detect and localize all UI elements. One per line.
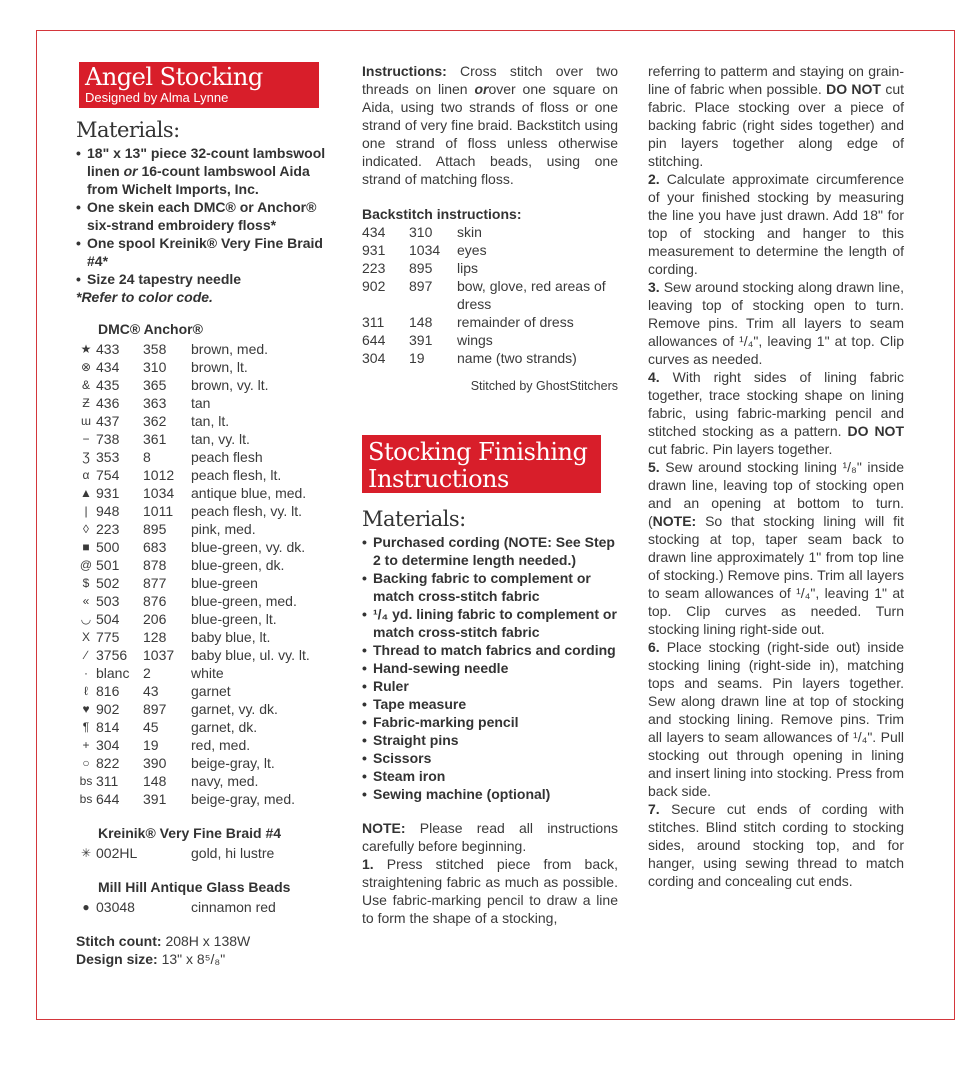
color-name: beige-gray, med.	[191, 791, 296, 807]
list-item: • 18" x 13" piece 32-count lambswool linen or 16-count lambswool Aida from Wichelt Imports, Inc.	[76, 144, 338, 198]
table-row	[76, 430, 310, 448]
symbol: +	[82, 738, 90, 752]
bead-code: 03048	[96, 899, 135, 915]
step-3: 3. Sew around stocking along drawn line, leaving top of stocking open to turn. Remove pins. Trim all layers to seam allowances of ¹/₄", leaving 1" at top. Clip curves as needed.	[648, 279, 905, 367]
table-row	[76, 376, 310, 394]
table-row	[76, 556, 310, 574]
step-5: 5. Sew around stocking lining ¹/₈" inside drawn line, leaving top of stocking open and an opening at bottom to turn. (NOTE: So that stocking lining will fit stocking at top, taper seam back to drawn line approximately 1" from top line of stocking.) Remove pins. Trim all layers to seam allowances of ¹/₄", leaving 1" at top. Clip curves as needed. Turn stocking lining right-side out.	[648, 459, 905, 637]
color-name: garnet	[191, 683, 231, 699]
list-item: • One spool Kreinik® Very Fine Braid #4*	[76, 234, 338, 270]
color-name: tan	[191, 395, 211, 411]
table-row	[76, 466, 310, 484]
dmc-number: 931	[362, 242, 386, 258]
color-name: beige-gray, lt.	[191, 755, 275, 771]
angel-stocking-title-box	[79, 62, 319, 108]
color-name: brown, vy. lt.	[191, 377, 269, 393]
list-item: • Straight pins	[362, 731, 618, 749]
symbol: bs	[79, 792, 93, 806]
color-name: blue-green	[191, 575, 258, 591]
anchor-number: 8	[143, 449, 151, 465]
stitch-count: Stitch count: 208H x 138W	[76, 933, 251, 949]
dmc-number: 436	[96, 395, 120, 411]
table-row	[76, 358, 310, 376]
backstitch-area: name (two strands)	[457, 350, 577, 366]
dmc-number: 644	[362, 332, 386, 348]
symbol: $	[82, 576, 90, 590]
anchor-number: 895	[409, 260, 433, 276]
color-name: blue-green, dk.	[191, 557, 285, 573]
anchor-number: 897	[409, 278, 433, 294]
finishing-title-line1: Stocking Finishing	[368, 438, 588, 466]
list-item: • Backing fabric to complement or match cross-stitch fabric	[362, 569, 618, 605]
finishing-materials-list	[362, 533, 618, 803]
table-row	[362, 277, 618, 313]
dmc-number: 902	[96, 701, 120, 717]
color-name: peach flesh, lt.	[191, 467, 282, 483]
symbol: ∕	[84, 648, 87, 662]
backstitch-area: eyes	[457, 242, 487, 258]
anchor-number: 19	[143, 737, 159, 753]
table-row	[76, 898, 276, 916]
materials-list	[76, 144, 338, 288]
backstitch-header: Backstitch instructions:	[362, 206, 522, 222]
anchor-number: 1011	[143, 503, 174, 519]
dmc-number: 223	[96, 521, 120, 537]
anchor-number: 358	[143, 341, 167, 357]
table-row	[76, 736, 310, 754]
symbol: ɯ	[81, 414, 91, 428]
color-key-table	[76, 340, 310, 808]
list-item: • Fabric-marking pencil	[362, 713, 618, 731]
dmc-number: 502	[96, 575, 120, 591]
list-item: • Sewing machine (optional)	[362, 785, 618, 803]
backstitch-area: wings	[457, 332, 493, 348]
dmc-number: 433	[96, 341, 120, 357]
list-item: • Ruler	[362, 677, 618, 695]
list-item: • Thread to match fabrics and cording	[362, 641, 618, 659]
finishing-materials-heading: Materials:	[362, 507, 466, 531]
color-name: peach flesh, vy. lt.	[191, 503, 303, 519]
table-row	[76, 610, 310, 628]
table-row	[362, 223, 618, 241]
dmc-number: 501	[96, 557, 120, 573]
anchor-number: 43	[143, 683, 159, 699]
dmc-number: 775	[96, 629, 120, 645]
left-column	[76, 62, 338, 968]
dmc-number: 434	[362, 224, 386, 240]
anchor-number: 876	[143, 593, 167, 609]
color-name: pink, med.	[191, 521, 256, 537]
finishing-title-box	[362, 435, 601, 493]
table-row	[76, 448, 310, 466]
symbol: ▲	[80, 486, 92, 500]
dmc-number: 754	[96, 467, 120, 483]
list-item: • One skein each DMC® or Anchor® six-strand embroidery floss*	[76, 198, 338, 234]
dmc-number: 738	[96, 431, 120, 447]
table-row	[76, 340, 310, 358]
color-name: baby blue, lt.	[191, 629, 271, 645]
color-name: baby blue, ul. vy. lt.	[191, 647, 310, 663]
dmc-number: 304	[362, 350, 386, 366]
dmc-number: 822	[96, 755, 120, 771]
list-item: • Scissors	[362, 749, 618, 767]
symbol: |	[84, 504, 88, 518]
anchor-number: 206	[143, 611, 167, 627]
color-name: garnet, vy. dk.	[191, 701, 278, 717]
anchor-number: 363	[143, 395, 167, 411]
anchor-number: 19	[409, 350, 425, 366]
anchor-number: 391	[143, 791, 167, 807]
dmc-number: 3756	[96, 647, 128, 663]
dmc-number: 311	[362, 314, 385, 330]
anchor-number: 391	[409, 332, 433, 348]
step-1: 1. Press stitched piece from back, straightening fabric as much as possible. Use fabric-marking pencil to draw a line to form the shape of a stocking,	[362, 856, 619, 926]
table-row	[76, 718, 310, 736]
anchor-number: 1012	[143, 467, 175, 483]
color-name: tan, lt.	[191, 413, 230, 429]
backstitch-area: lips	[457, 260, 479, 276]
list-item: • Steam iron	[362, 767, 618, 785]
stitched-by-credit: Stitched by GhostStitchers	[470, 379, 618, 393]
color-name: tan, vy. lt.	[191, 431, 250, 447]
anchor-number: 877	[143, 575, 167, 591]
dmc-number: 223	[362, 260, 386, 276]
middle-column	[362, 62, 618, 927]
dmc-number: 353	[96, 449, 120, 465]
color-name: antique blue, med.	[191, 485, 307, 501]
instructions-paragraph: Instructions: Cross stitch over two threads on linen orover one square on Aida, using two strands of floss or one strand of very fine braid. Backstitch using one strand of floss unless otherwise indicated. Attach beads, using one strand of matching floss.	[362, 63, 619, 187]
color-name: white	[191, 665, 224, 681]
kreinik-table	[76, 844, 274, 862]
symbol: ♥	[82, 702, 90, 716]
dmc-number: 500	[96, 539, 120, 555]
anchor-number: 148	[409, 314, 433, 330]
color-name: peach flesh	[191, 449, 263, 465]
list-item: • ¹/₄ yd. lining fabric to complement or match cross-stitch fabric	[362, 605, 618, 641]
table-row	[76, 484, 310, 502]
color-name: blue-green, lt.	[191, 611, 277, 627]
symbol: &	[81, 378, 90, 392]
designer-credit: Designed by Alma Lynne	[85, 90, 229, 105]
kreinik-code: 002HL	[96, 845, 138, 861]
symbol: ●	[82, 900, 90, 914]
step-2: 2. Calculate approximate circumference of your finished stocking by measuring the line you have just drawn. Add 18" for top of stocking and hanger to this measurement to determine the length of cording.	[648, 171, 904, 277]
backstitch-area: remainder of dress	[457, 314, 574, 330]
anchor-number: 683	[143, 539, 167, 555]
dmc-number: 814	[96, 719, 120, 735]
backstitch-table	[362, 223, 618, 367]
angel-stocking-title: Angel Stocking	[85, 63, 263, 91]
table-row	[362, 349, 618, 367]
dmc-number: blanc	[96, 665, 130, 681]
anchor-number: 310	[409, 224, 433, 240]
kreinik-header: Kreinik® Very Fine Braid #4	[98, 825, 282, 841]
table-row	[76, 646, 310, 664]
symbol: ★	[80, 342, 92, 356]
anchor-number: 1034	[409, 242, 441, 258]
anchor-number: 45	[143, 719, 159, 735]
anchor-number: 390	[143, 755, 167, 771]
color-name: brown, lt.	[191, 359, 248, 375]
anchor-number: 362	[143, 413, 167, 429]
anchor-number: 878	[143, 557, 167, 573]
symbol: −	[82, 432, 90, 446]
dmc-number: 931	[96, 485, 120, 501]
symbol: ·	[84, 666, 88, 680]
color-name: red, med.	[191, 737, 251, 753]
dmc-number: 816	[96, 683, 120, 699]
anchor-number: 128	[143, 629, 167, 645]
dmc-number: 435	[96, 377, 120, 393]
dmc-number: 304	[96, 737, 120, 753]
table-row	[362, 259, 618, 277]
table-row	[76, 790, 310, 808]
backstitch-area: bow, glove, red areas of dress	[457, 278, 606, 312]
symbol: ◊	[83, 522, 89, 536]
list-item: • Purchased cording (NOTE: See Step 2 to determine length needed.)	[362, 533, 618, 569]
materials-heading: Materials:	[76, 118, 180, 142]
table-row	[76, 700, 310, 718]
table-row	[76, 772, 310, 790]
symbol: ¶	[82, 720, 90, 734]
symbol: Ƶ	[82, 396, 90, 410]
anchor-number: 1034	[143, 485, 175, 501]
table-row	[76, 412, 310, 430]
symbol: X	[81, 630, 90, 644]
note-paragraph: NOTE: Please read all instructions carefully before beginning.	[362, 820, 619, 854]
list-item: • Hand-sewing needle	[362, 659, 618, 677]
color-code-note: *Refer to color code.	[76, 289, 213, 305]
list-item: • Tape measure	[362, 695, 618, 713]
symbol: ○	[82, 756, 90, 770]
symbol: α	[82, 468, 90, 482]
symbol: bs	[79, 774, 93, 788]
table-row	[362, 313, 618, 331]
dmc-number: 948	[96, 503, 120, 519]
table-row	[76, 664, 310, 682]
anchor-number: 310	[143, 359, 167, 375]
anchor-number: 361	[143, 431, 167, 447]
anchor-number: 1037	[143, 647, 175, 663]
symbol: Ʒ	[82, 450, 90, 464]
anchor-number: 895	[143, 521, 167, 537]
dmc-number: 311	[96, 773, 119, 789]
table-row	[76, 682, 310, 700]
color-name: blue-green, med.	[191, 593, 297, 609]
table-row	[76, 628, 310, 646]
anchor-number: 2	[143, 665, 151, 681]
table-row	[76, 844, 274, 862]
table-row	[76, 520, 310, 538]
backstitch-area: skin	[457, 224, 482, 240]
step-4: 4. With right sides of lining fabric together, trace stocking shape on lining fabric, using fabric-marking pencil and stitched stocking as a pattern. DO NOT cut fabric. Pin layers together.	[648, 369, 904, 457]
dmc-number: 437	[96, 413, 120, 429]
table-row	[76, 592, 310, 610]
symbol: ℓ	[84, 684, 88, 698]
table-row	[76, 574, 310, 592]
anchor-number: 897	[143, 701, 167, 717]
table-row	[362, 331, 618, 349]
table-row	[76, 502, 310, 520]
symbol: ⊗	[80, 360, 92, 374]
beads-table	[76, 898, 276, 916]
color-name: blue-green, vy. dk.	[191, 539, 306, 555]
symbol: @	[79, 558, 93, 572]
right-column	[648, 62, 904, 890]
symbol: «	[82, 594, 90, 608]
bead-color-name: cinnamon red	[191, 899, 276, 915]
color-name: navy, med.	[191, 773, 259, 789]
anchor-number: 365	[143, 377, 167, 393]
table-row	[76, 538, 310, 556]
color-key-header: DMC® Anchor®	[98, 321, 203, 337]
finishing-title-line2: Instructions	[368, 465, 509, 493]
anchor-number: 148	[143, 773, 167, 789]
step-1-continued: referring to patterm and staying on grain-line of fabric when possible. DO NOT cut fabric. Place stocking over a piece of backing fabric (right sides together) and pin layers together along edge of stitching.	[648, 63, 905, 169]
color-name: brown, med.	[191, 341, 269, 357]
dmc-number: 434	[96, 359, 120, 375]
kreinik-color-name: gold, hi lustre	[191, 845, 275, 861]
dmc-number: 503	[96, 593, 120, 609]
step-6: 6. Place stocking (right-side out) inside stocking lining (right-side in), matching tops and seams. Pin layers together. Sew along drawn line at top of stocking and stocking lining. Remove pins. Trim all layers to seam allowances of ¹/₄". Pull stocking out through opening in lining and insert lining into stocking. Press from back side.	[648, 639, 904, 799]
list-item: • Size 24 tapestry needle	[76, 270, 338, 288]
dmc-number: 902	[362, 278, 386, 294]
symbol: ✳	[80, 846, 92, 860]
symbol: ◡	[80, 612, 92, 626]
symbol: ■	[82, 540, 90, 554]
beads-header: Mill Hill Antique Glass Beads	[98, 879, 291, 895]
color-name: garnet, dk.	[191, 719, 258, 735]
dmc-number: 644	[96, 791, 120, 807]
design-size: Design size: 13" x 8⁵/₈"	[76, 951, 226, 967]
table-row	[76, 394, 310, 412]
step-7: 7. Secure cut ends of cording with stitches. Blind stitch cording to stocking sides, around stocking top, and for hanger, using sewing thread to match cording and concealing cut ends.	[648, 801, 904, 889]
dmc-number: 504	[96, 611, 120, 627]
table-row	[76, 754, 310, 772]
table-row	[362, 241, 618, 259]
